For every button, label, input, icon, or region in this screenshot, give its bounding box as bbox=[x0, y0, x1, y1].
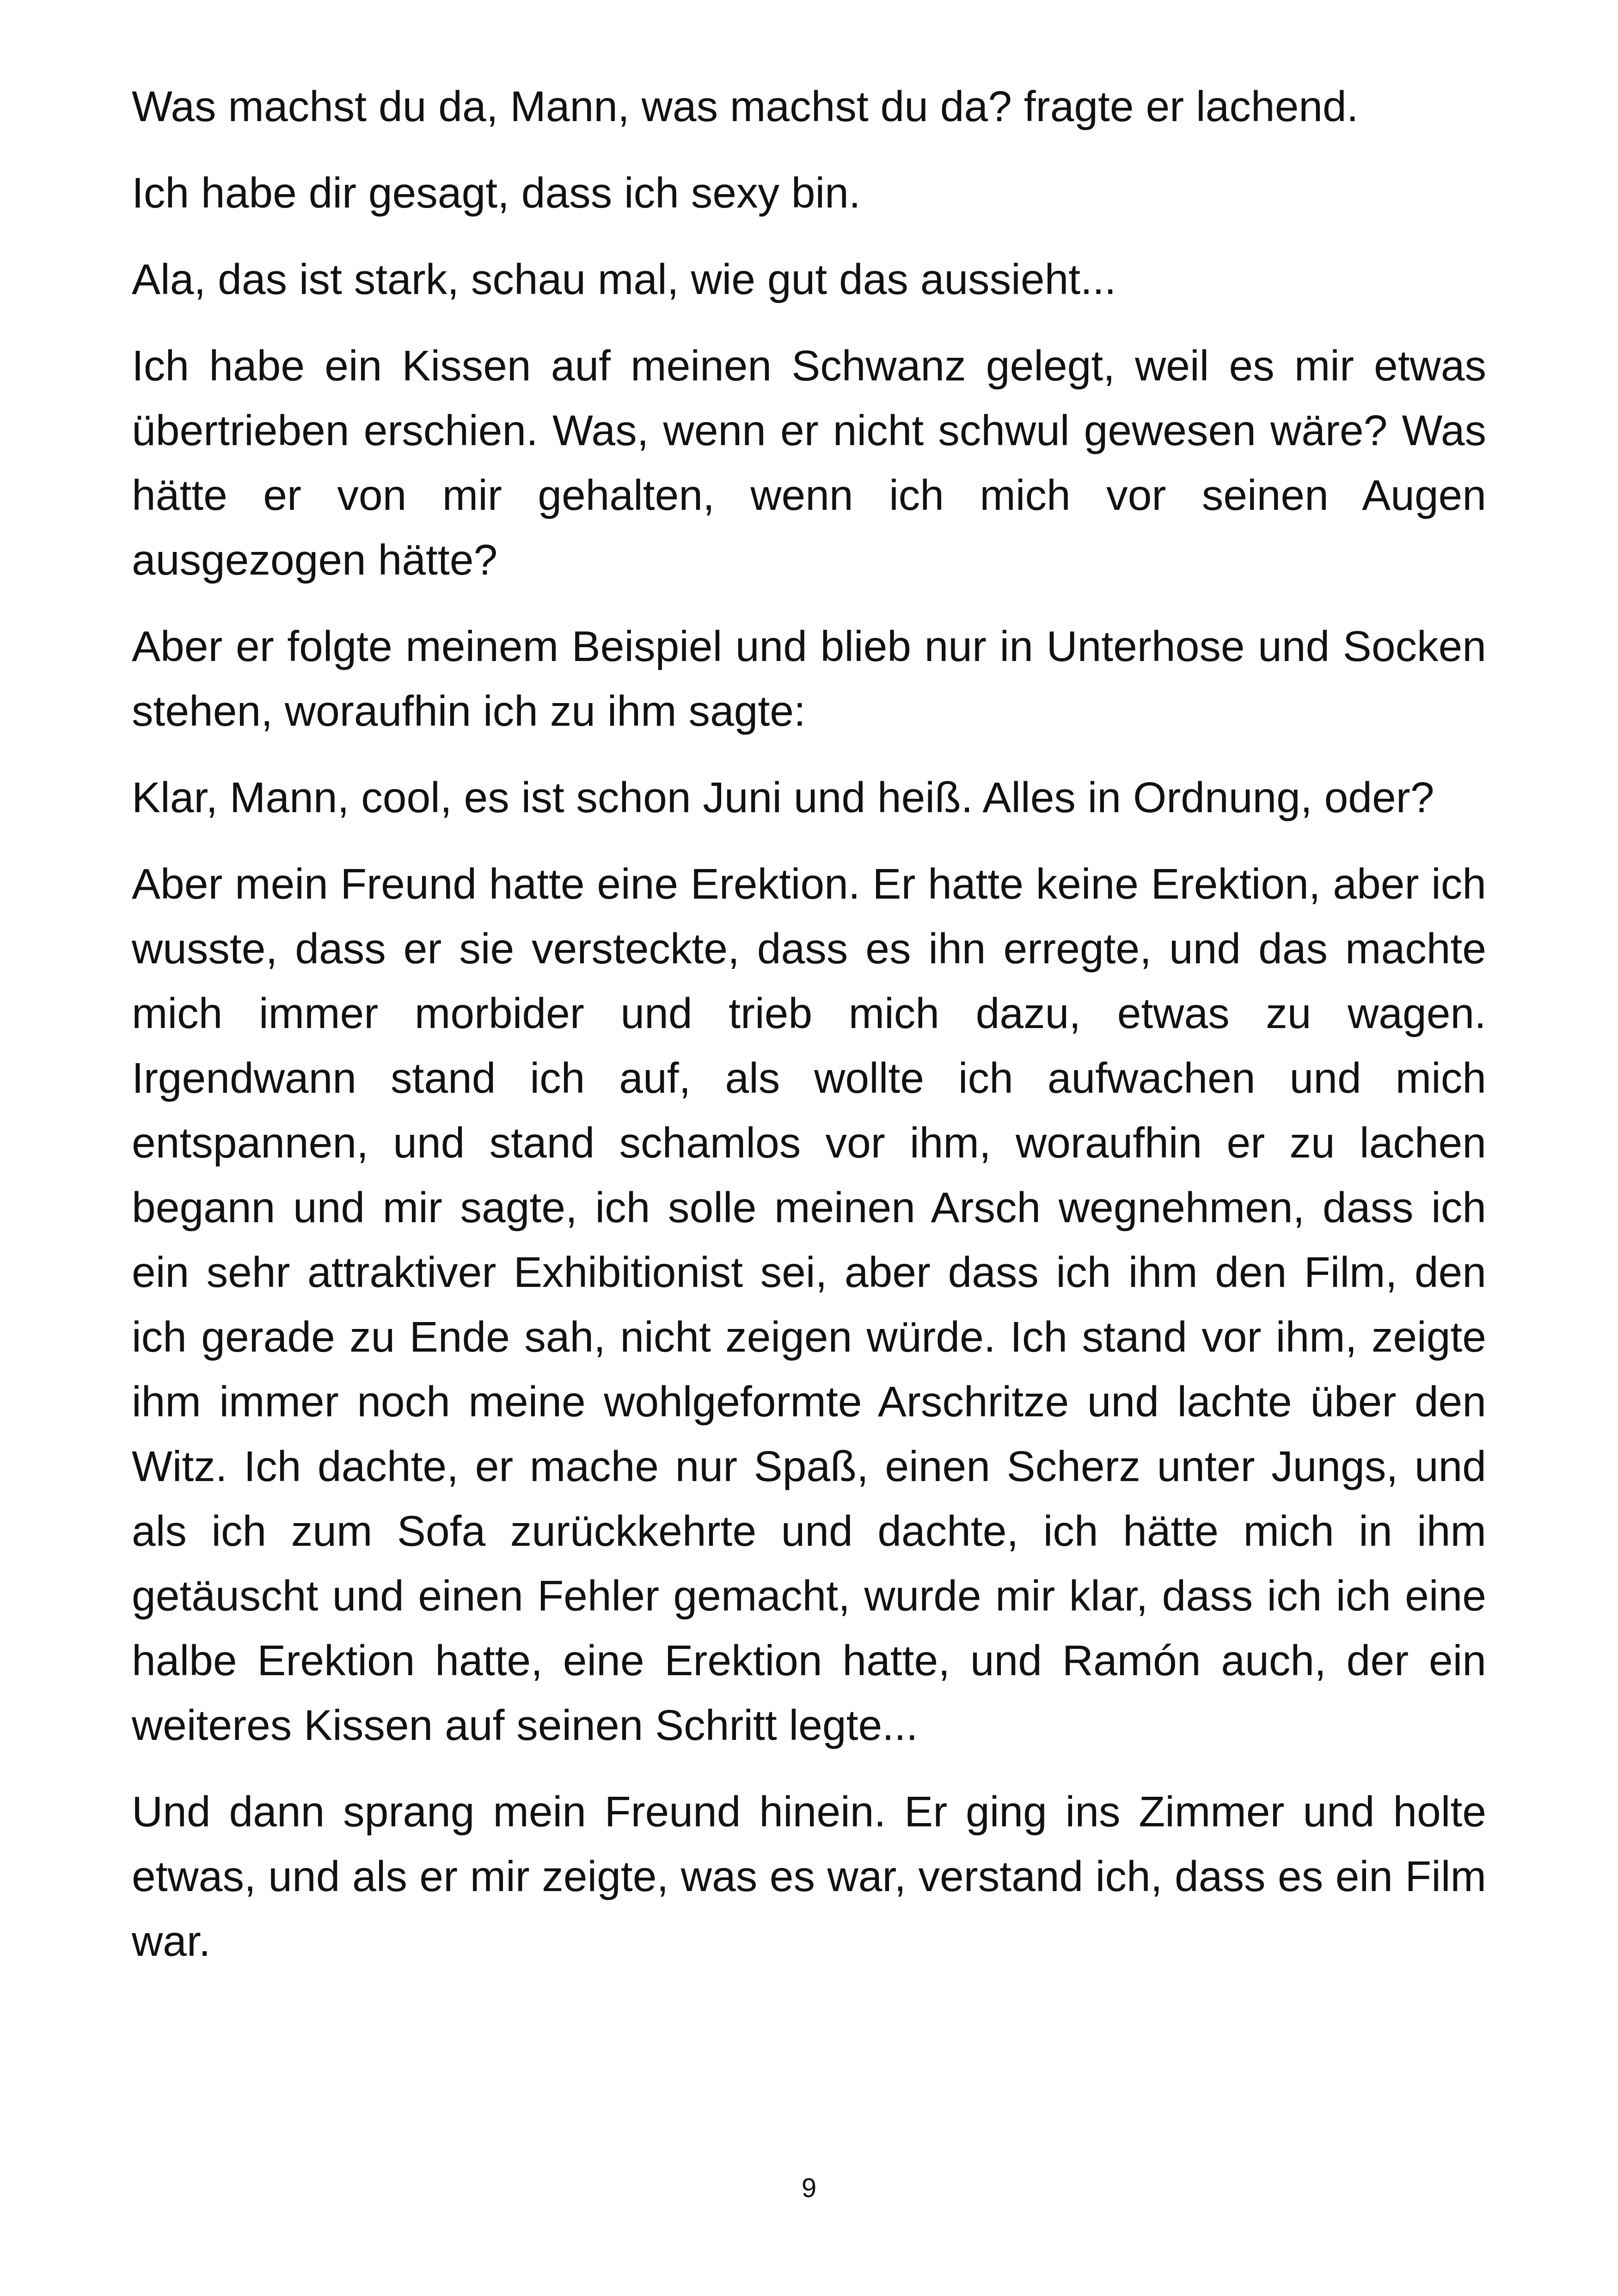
paragraph-7: Aber mein Freund hatte eine Erektion. Er hatte keine Erektion, aber ich wusste, dass er sie versteckte, dass es ihn erregte, und das machte mich immer morbider und trieb mich dazu, etwas zu wagen. Irgendwann stand ich auf, als wollte ich aufwachen und mich entspannen, und stand schamlos vor ihm, woraufhin er zu lachen begann und mir sagte, ich solle meinen Arsch wegnehmen, dass ich ein sehr attraktiver Exhibitionist sei, aber dass ich ihm den Film, den ich gerade zu Ende sah, nicht zeigen würde. Ich stand vor ihm, zeigte ihm immer noch meine wohlgeformte Arschritze und lachte über den Witz. Ich dachte, er mache nur Spaß, einen Scherz unter Jungs, und als ich zum Sofa zurückkehrte und dachte, ich hätte mich in ihm getäuscht und einen Fehler gemacht, wurde mir klar, dass ich ich eine halbe Erektion hatte, eine Erektion hatte, und Ramón auch, der ein weiteres Kissen auf seinen Schritt legte... bbox=[132, 860, 1486, 1749]
paragraph-6: Klar, Mann, cool, es ist schon Juni und heiß. Alles in Ordnung, oder? bbox=[132, 773, 1434, 821]
page-number: 9 bbox=[801, 2173, 817, 2203]
paragraph-4: Ich habe ein Kissen auf meinen Schwanz gelegt, weil es mir etwas übertrieben erschien. Was, wenn er nicht schwul gewesen wäre? Was hätte er von mir gehalten, wenn ich mich vor seinen Augen ausgezogen hätte? bbox=[132, 342, 1486, 584]
paragraph-2: Ich habe dir gesagt, dass ich sexy bin. bbox=[132, 169, 861, 217]
paragraph-5: Aber er folgte meinem Beispiel und blieb nur in Unterhose und Socken stehen, woraufhin ich zu ihm sagte: bbox=[132, 622, 1486, 735]
body-text bbox=[132, 74, 1486, 1995]
paragraph-8: Und dann sprang mein Freund hinein. Er ging ins Zimmer und holte etwas, und als er mir zeigte, was es war, verstand ich, dass es ein Film war. bbox=[132, 1788, 1486, 1965]
paragraph-3: Ala, das ist stark, schau mal, wie gut das aussieht... bbox=[132, 255, 1116, 303]
paragraph-1: Was machst du da, Mann, was machst du da? fragte er lachend. bbox=[132, 82, 1359, 130]
